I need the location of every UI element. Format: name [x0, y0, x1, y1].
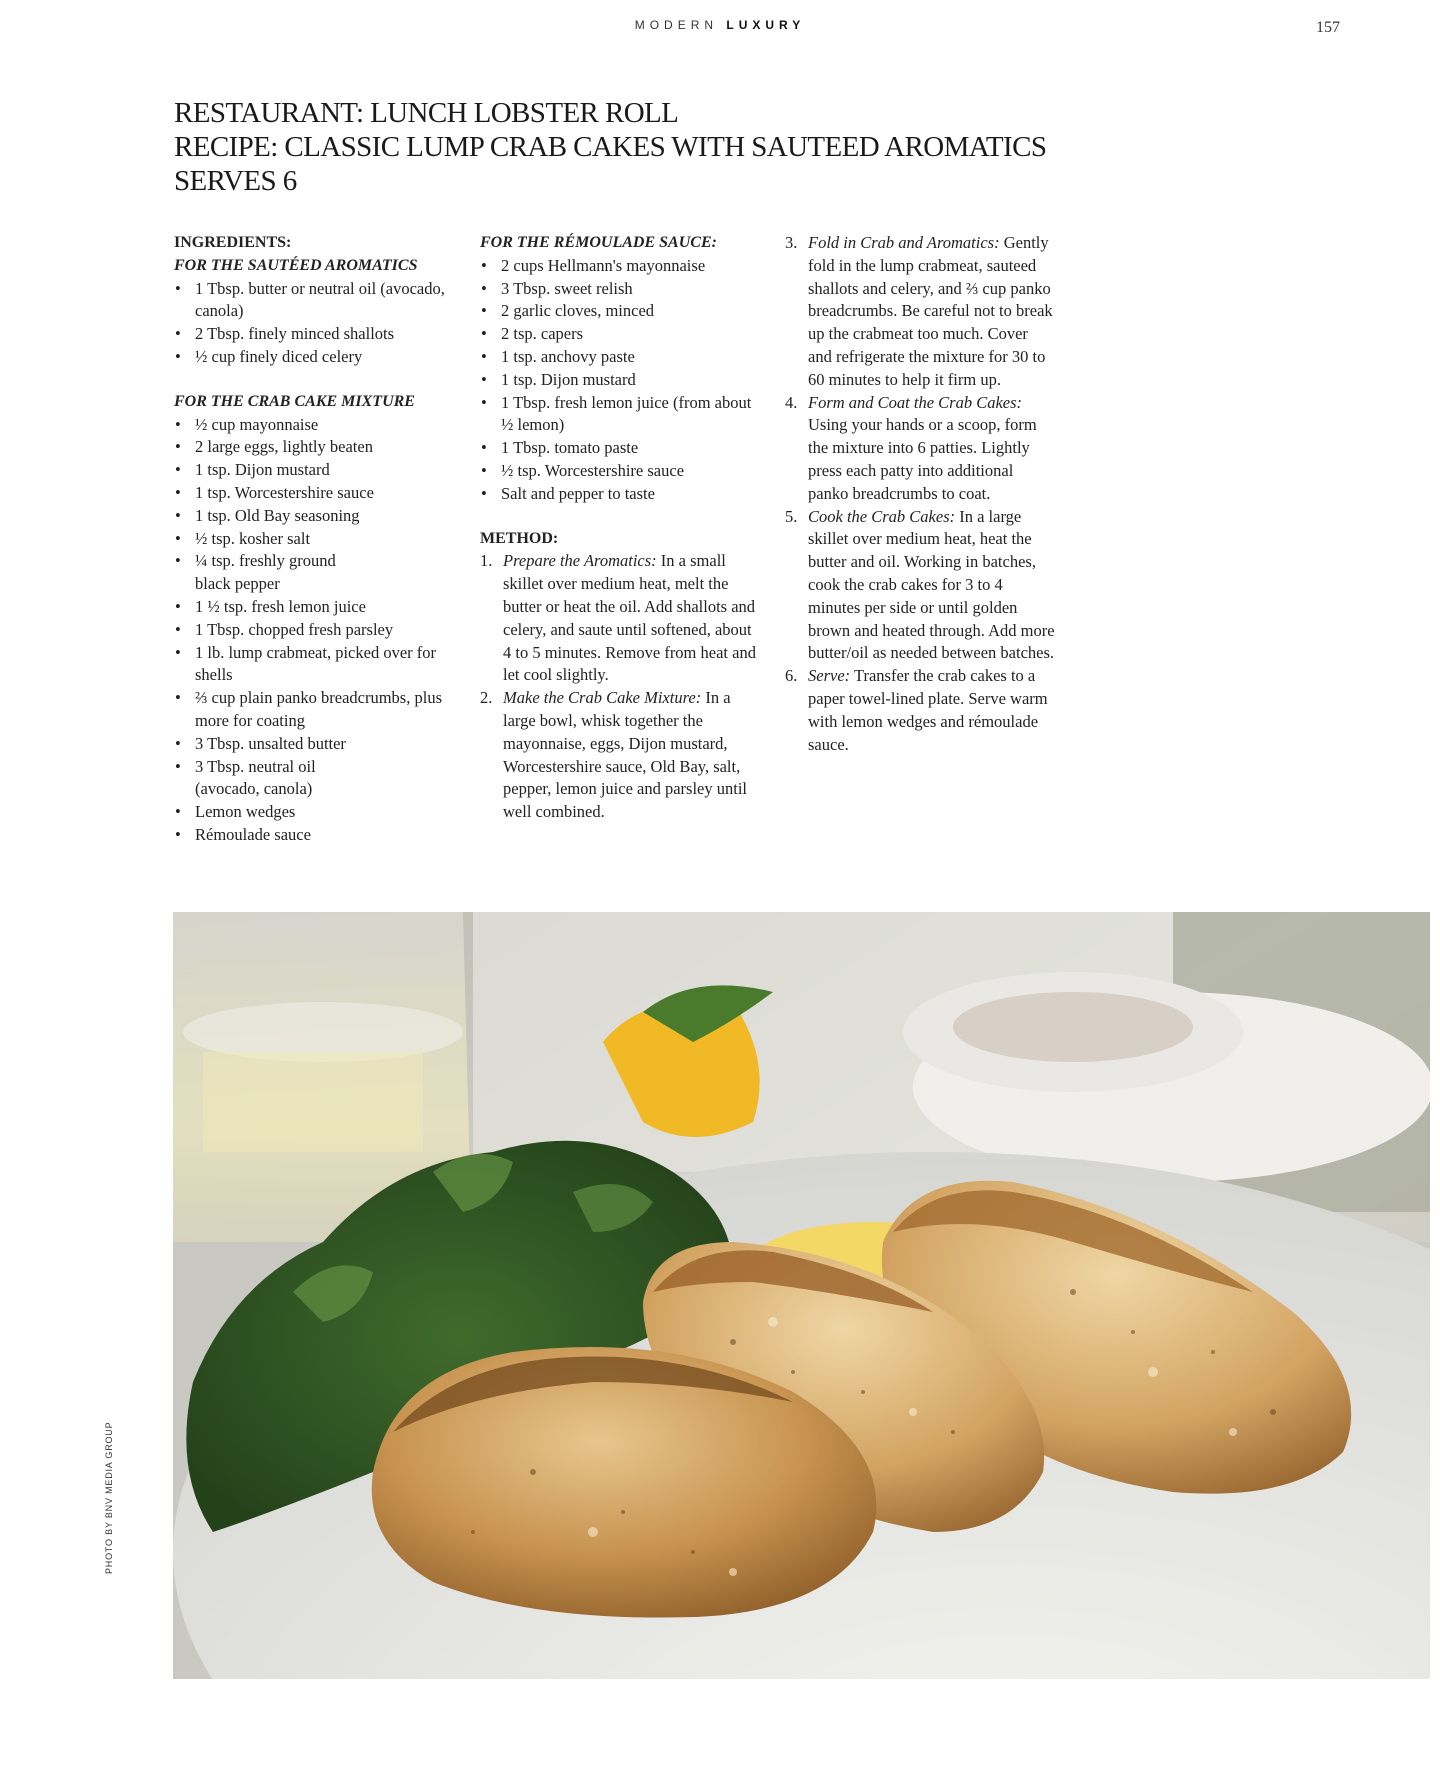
list-item: • ½ cup mayonnaise [174, 414, 454, 437]
step-text: In a small skillet over medium heat, melt the butter or heat the oil. Add shallots and celery, and saute until softened, about 4 to 5 minutes. Remove from heat and let cool slightly. [503, 551, 756, 685]
step-lead: Serve: [808, 666, 851, 686]
list-item: • 1 lb. lump crabmeat, picked over for shells [174, 642, 455, 688]
headline-restaurant: RESTAURANT: LUNCH LOBSTER ROLL [174, 97, 679, 129]
remoulade-list [480, 255, 760, 506]
list-item: • Salt and pepper to taste [480, 483, 760, 506]
list-item: • Lemon wedges [174, 801, 454, 824]
list-item: • 1 Tbsp. chopped fresh parsley [174, 619, 454, 642]
masthead [0, 18, 1440, 32]
aromatics-heading: FOR THE SAUTÉED AROMATICS [174, 256, 418, 274]
step-number: 5. [785, 506, 798, 526]
step-lead: Make the Crab Cake Mixture: [503, 688, 702, 708]
mixture-heading: FOR THE CRAB CAKE MIXTURE [174, 392, 415, 410]
step-text: In a large skillet over medium heat, heat the butter and oil. Working in batches, cook the crab cakes for 3 to 4 minutes per side or until golden brown and heated through. Add more butter/oil as needed between batches. [808, 506, 1055, 663]
list-item: • ½ cup finely diced celery [174, 346, 454, 369]
crab-cakes-photo [173, 912, 1430, 1679]
list-item: • 3 Tbsp. sweet relish [480, 278, 760, 301]
recipe-headline [174, 96, 1134, 198]
list-item: • 2 tsp. capers [480, 323, 760, 346]
list-item: • 1 Tbsp. tomato paste [480, 437, 760, 460]
step-text: Transfer the crab cakes to a paper towel-lined plate. Serve warm with lemon wedges and rémoulade sauce. [808, 666, 1048, 754]
list-item: • 3 Tbsp. neutral oil (avocado, canola) [174, 756, 355, 802]
list-item: • 1 Tbsp. butter or neutral oil (avocado, canola) [174, 278, 454, 324]
step-lead: Form and Coat the Crab Cakes: [808, 392, 1023, 412]
mixture-list [174, 414, 454, 847]
method-heading: METHOD: [480, 529, 559, 547]
step-number: 2. [480, 688, 493, 708]
list-item: • Rémoulade sauce [174, 824, 454, 847]
list-item: • 2 garlic cloves, minced [480, 300, 760, 323]
step-number: 6. [785, 666, 798, 686]
headline-serves: SERVES 6 [174, 165, 297, 197]
step-text: Using your hands or a scoop, form the mixture into 6 patties. Lightly press each patty into additional panko breadcrumbs to coat. [808, 415, 1037, 503]
list-item: • 1 tsp. Dijon mustard [174, 459, 454, 482]
list-item: • 1 Tbsp. fresh lemon juice (from about ½ lemon) [480, 392, 761, 438]
list-item: • 1 tsp. Worcestershire sauce [174, 482, 454, 505]
method-step [480, 550, 760, 687]
masthead-bold: LUXURY [726, 18, 806, 32]
method-step [785, 506, 1055, 666]
list-item: • ½ tsp. kosher salt [174, 528, 454, 551]
method-step [480, 687, 760, 824]
list-item: • 1 tsp. anchovy paste [480, 346, 760, 369]
photo-credit-text: PHOTO BY BNV MEDIA GROUP [104, 1421, 114, 1574]
list-item: • 2 Tbsp. finely minced shallots [174, 323, 454, 346]
list-item: • 1 ½ tsp. fresh lemon juice [174, 596, 454, 619]
remoulade-method-column [480, 232, 760, 824]
list-item: • ½ tsp. Worcestershire sauce [480, 460, 760, 483]
step-number: 1. [480, 551, 493, 571]
list-item: • ⅔ cup plain panko breadcrumbs, plus more for coating [174, 687, 455, 733]
ingredients-column [174, 232, 454, 847]
method-step [785, 392, 1055, 506]
method-step [785, 665, 1055, 756]
list-item: • 3 Tbsp. unsalted butter [174, 733, 454, 756]
step-text: Gently fold in the lump crabmeat, sauteed shallots and celery, and ⅔ cup panko breadcrumbs. Be careful not to break up the crabmeat too much. Cover and refrigerate the mixture for 30 to 60 minutes to help it firm up. [808, 233, 1053, 389]
step-text: In a large bowl, whisk together the mayonnaise, eggs, Dijon mustard, Worcestershire sauce, Old Bay, salt, pepper, lemon juice and parsley until well combined. [503, 688, 748, 822]
list-item: • 2 large eggs, lightly beaten [174, 436, 454, 459]
method-step [785, 232, 1055, 392]
step-number: 4. [785, 392, 798, 412]
page-number: 157 [1316, 19, 1340, 36]
list-item: • 2 cups Hellmann's mayonnaise [480, 255, 760, 278]
method-steps-part1 [480, 550, 760, 824]
method-column [785, 232, 1055, 756]
ingredients-heading: INGREDIENTS: [174, 234, 292, 251]
list-item: • 1 tsp. Old Bay seasoning [174, 505, 454, 528]
list-item: • 1 tsp. Dijon mustard [480, 369, 760, 392]
method-steps-part2 [785, 232, 1055, 756]
step-lead: Fold in Crab and Aromatics: [808, 233, 1000, 252]
masthead-light: MODERN [634, 18, 719, 32]
step-lead: Prepare the Aromatics: [503, 551, 657, 571]
headline-recipe: RECIPE: CLASSIC LUMP CRAB CAKES WITH SAUTEED AROMATICS [174, 131, 1047, 163]
remoulade-heading: FOR THE RÉMOULADE SAUCE: [480, 234, 717, 251]
step-number: 3. [785, 233, 798, 252]
step-lead: Cook the Crab Cakes: [808, 506, 956, 526]
list-item: • ¼ tsp. freshly ground black pepper [174, 550, 365, 596]
aromatics-list [174, 278, 454, 369]
